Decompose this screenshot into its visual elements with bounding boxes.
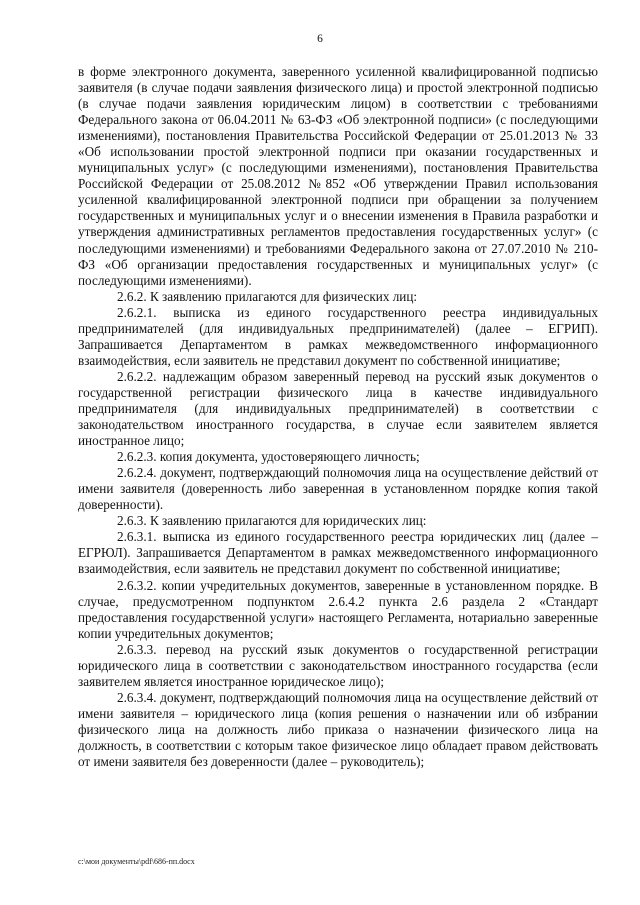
paragraph-2-6-3-3: 2.6.3.3. перевод на русский язык документов о государственной регистрации юридического лица в соответствии с законодательством иностранного государства (если заявителем является иностранное юридическое лицо);: [78, 641, 598, 689]
paragraph-2-6-2-4: 2.6.2.4. документ, подтверждающий полномочия лица на осуществление действий от имени заявителя (доверенность либо заверенная в установленном порядке копия такой доверенности).: [78, 465, 598, 513]
paragraph-2-6-2-3: 2.6.2.3. копия документа, удостоверяющего личность;: [117, 449, 420, 465]
paragraph-2-6-3-2: 2.6.3.2. копии учредительных документов, заверенные в установленном порядке. В случае, предусмотренном подпунктом 2.6.4.2 пункта 2.6 раздела 2 «Стандарт предоставления государственной услуги» настоящего Регламента, нотариально заверенные копии учредительных документов;: [78, 577, 598, 641]
paragraph-2-6-3: 2.6.3. К заявлению прилагаются для юридических лиц:: [117, 513, 427, 529]
document-body: [78, 64, 598, 770]
paragraph-2-6-3-4: 2.6.3.4. документ, подтверждающий полномочия лица на осуществление действий от имени заявителя – юридического лица (копия решения о назначении или об избрании физического лица на должность либо приказа о назначении физического лица на должность, в соответствии с которым такое физическое лицо обладает правом действовать от имени заявителя без доверенности (далее – руководитель);: [78, 689, 598, 770]
paragraph-2-6-3-1: 2.6.3.1. выписка из единого государственного реестра юридических лиц (далее – ЕГРЮЛ). Запрашивается Департаментом в рамках межведомственного информационного взаимодействия, если заявитель не представил документ по собственной инициативе;: [78, 529, 598, 577]
paragraph-2-6-2: 2.6.2. К заявлению прилагаются для физических лиц:: [117, 288, 418, 304]
footer-file-path: c:\мои документы\pdf\686-пп.docx: [78, 857, 195, 866]
paragraph-continuation: в форме электронного документа, заверенного усиленной квалифицированной подписью заявителя (в случае подачи заявления физического лица) и простой электронной подписью (в случае подачи заявления юридическим лицом) в соответствии с требованиями Федерального закона от 06.04.2011 № 63-ФЗ «Об электронной подписи» (с последующими изменениями), постановления Правительства Российской Федерации от 25.01.2013 № 33 «Об использовании простой электронной подписи при оказании государственных и муниципальных услуг» (с последующими изменениями), постановления Правительства Российской Федерации от 25.08.2012 №852 «Об утверждении Правил использования усиленной квалифицированной электронной подписи при обращении за получением государственных и муниципальных услуг и о внесении изменения в Правила разработки и утверждения административных регламентов предоставления государственных услуг» (с последующими изменениями) и требованиями Федерального закона от 27.07.2010 № 210-ФЗ «Об организации предоставления государственных и муниципальных услуг» (с последующими изменениями).: [78, 64, 598, 288]
page-number: 6: [317, 33, 323, 45]
paragraph-2-6-2-1: 2.6.2.1. выписка из единого государственного реестра индивидуальных предпринимателей (для индивидуальных предпринимателей) (далее – ЕГРИП). Запрашивается Департаментом в рамках межведомственного информационного взаимодействия, если заявитель не представил документ по собственной инициативе;: [78, 304, 598, 368]
paragraph-2-6-2-2: 2.6.2.2. надлежащим образом заверенный перевод на русский язык документов о государственной регистрации физического лица в качестве индивидуального предпринимателя (для индивидуальных предпринимателей) в соответствии с законодательством иностранного государства, в случае если заявителем является иностранное лицо;: [78, 368, 598, 449]
